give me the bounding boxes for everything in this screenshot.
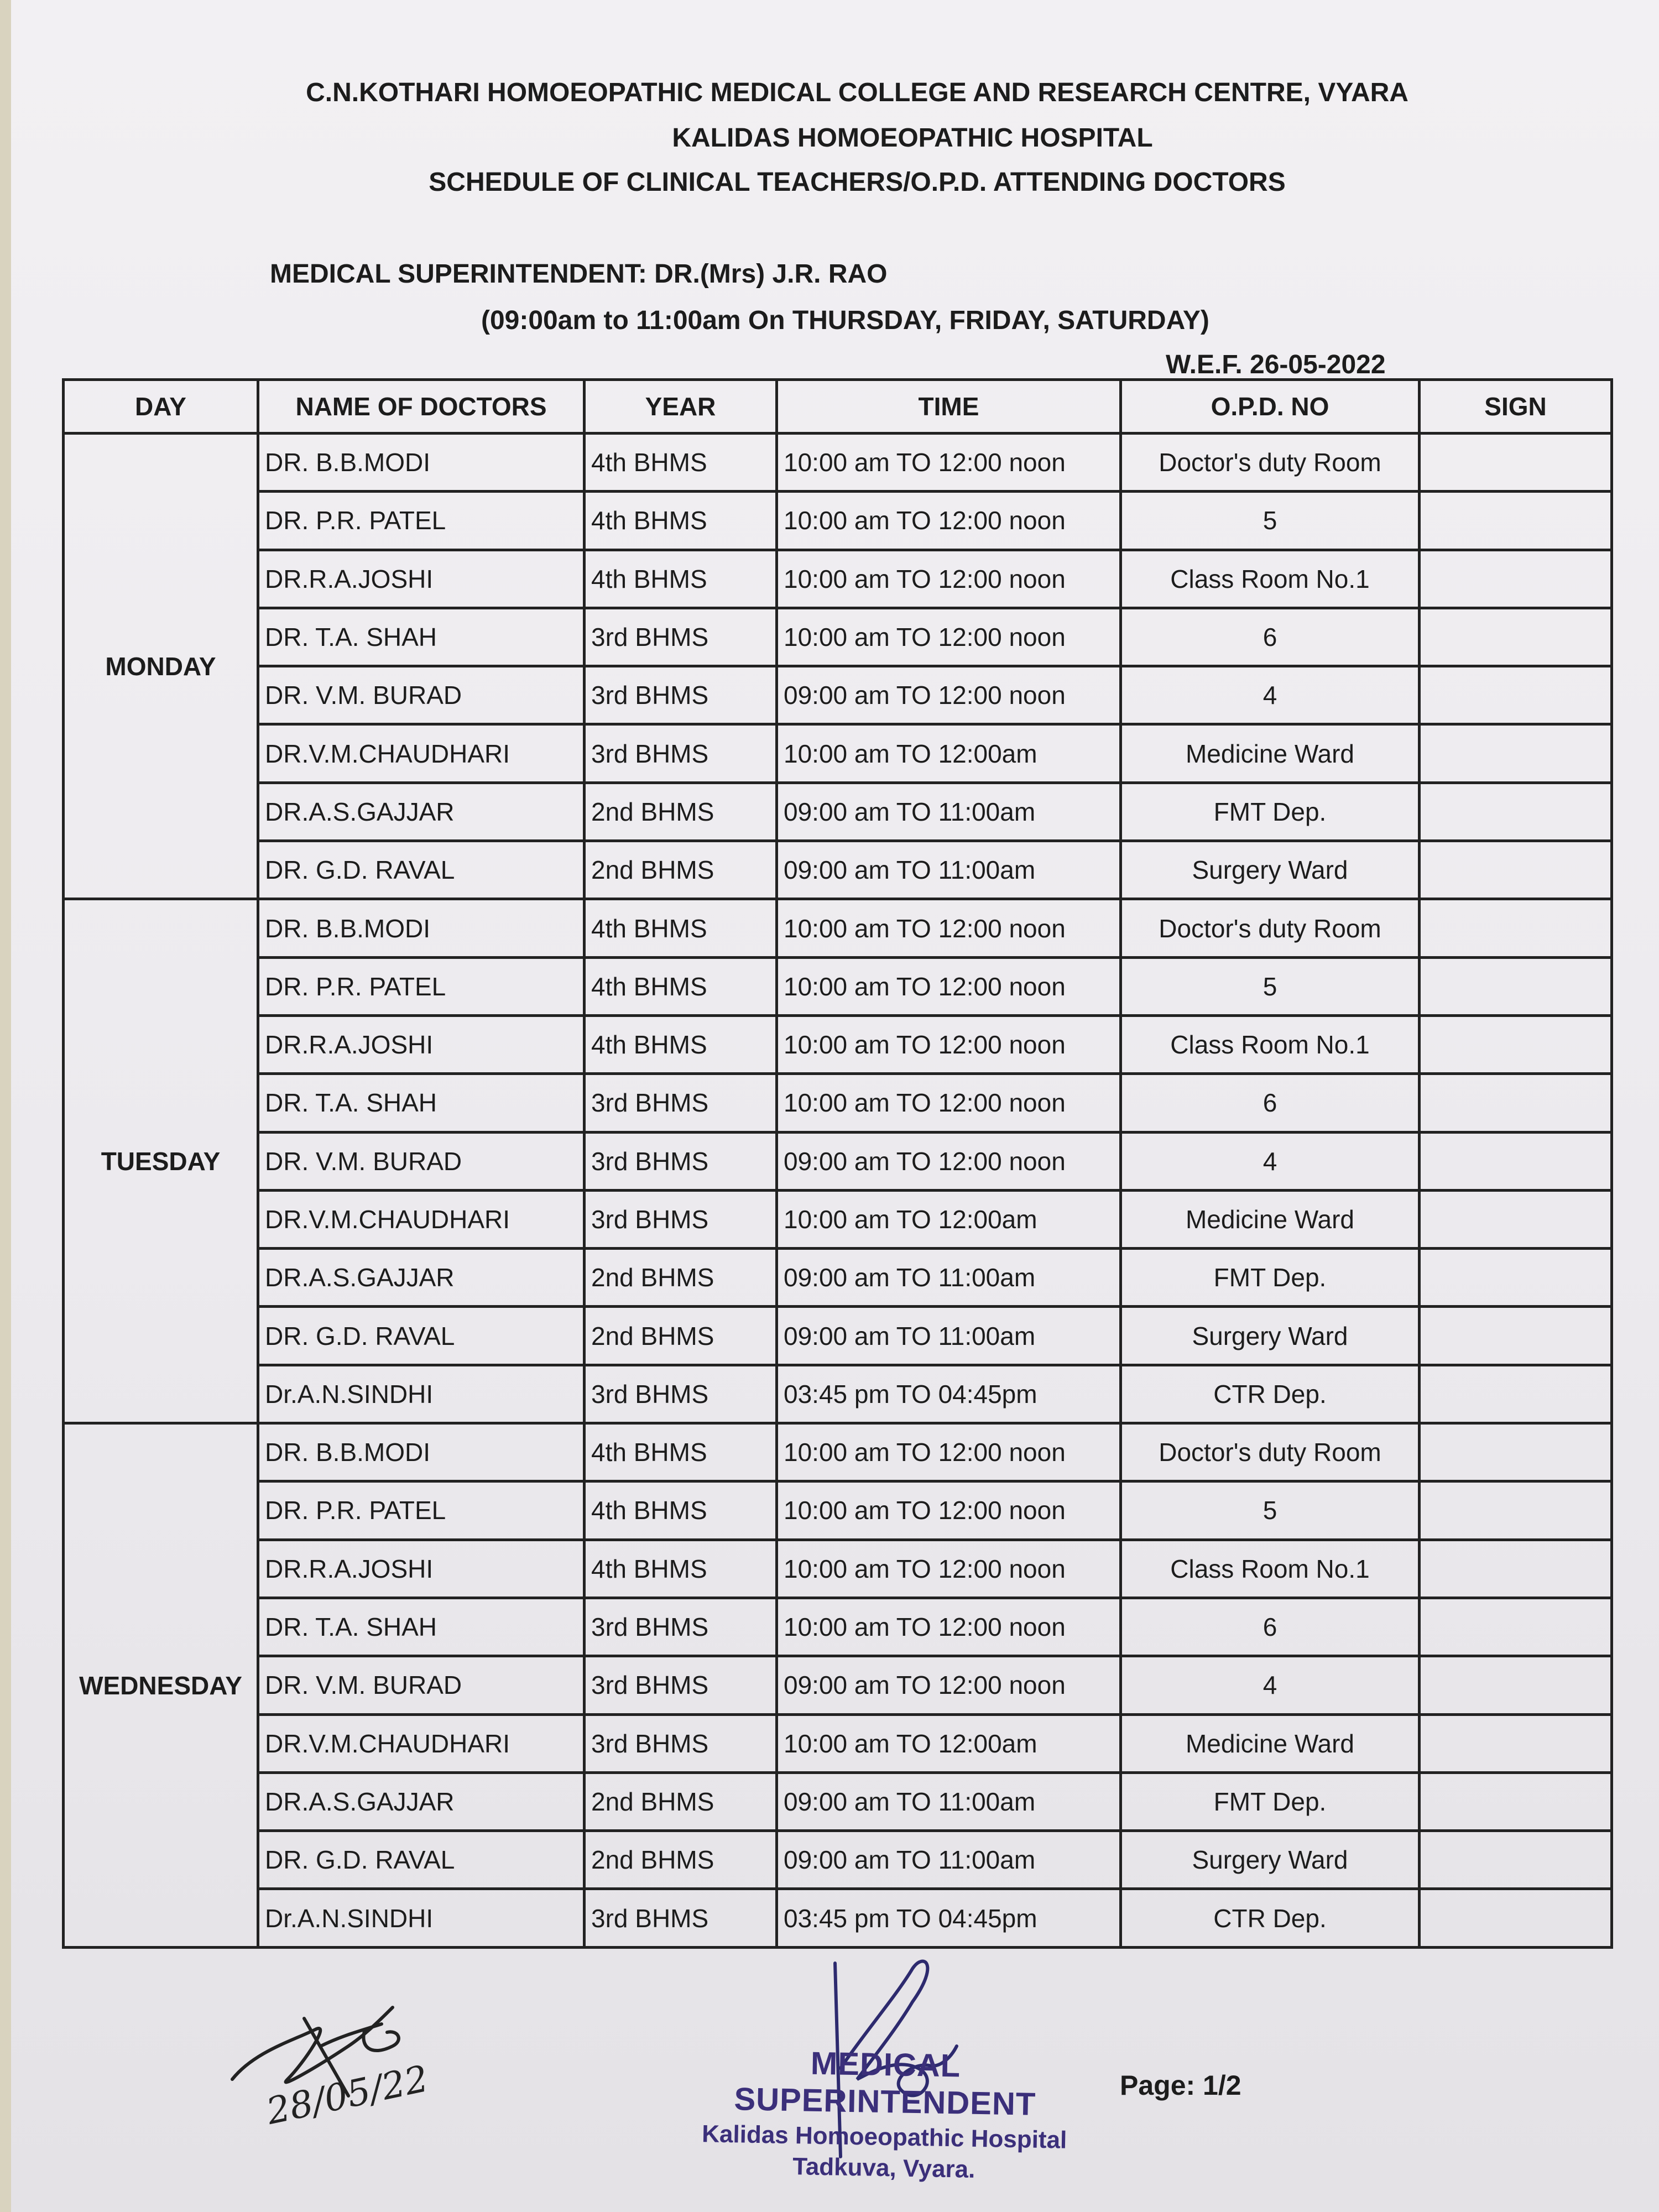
time-cell: 09:00 am TO 12:00 noon (777, 1656, 1121, 1714)
opd-cell: CTR Dep. (1121, 1365, 1420, 1423)
opd-cell: FMT Dep. (1121, 782, 1420, 841)
sign-cell (1420, 841, 1612, 899)
superintendent-stamp (690, 2043, 1079, 2185)
opd-cell: CTR Dep. (1121, 1889, 1420, 1948)
opd-cell: 4 (1121, 1132, 1420, 1190)
time-cell: 09:00 am TO 11:00am (777, 1307, 1121, 1365)
doctor-name-cell: DR. P.R. PATEL (258, 492, 585, 550)
column-header-time: TIME (777, 380, 1121, 434)
opd-cell: 4 (1121, 1656, 1420, 1714)
table-row (64, 1132, 1612, 1190)
stamp-hospital: Kalidas Homoeopathic Hospital (701, 2120, 1067, 2154)
time-cell: 09:00 am TO 11:00am (777, 841, 1121, 899)
column-header-day: DAY (64, 380, 258, 434)
doctor-name-cell: Dr.A.N.SINDHI (258, 1889, 585, 1948)
doctor-name-cell: DR. B.B.MODI (258, 899, 585, 957)
doctor-name-cell: DR. G.D. RAVAL (258, 841, 585, 899)
doctor-name-cell: DR. V.M. BURAD (258, 666, 585, 724)
year-cell: 4th BHMS (585, 899, 777, 957)
sign-cell (1420, 1074, 1612, 1132)
time-cell: 10:00 am TO 12:00 noon (777, 1074, 1121, 1132)
table-row (64, 899, 1612, 957)
time-cell: 10:00 am TO 12:00 noon (777, 550, 1121, 608)
day-cell: WEDNESDAY (64, 1423, 258, 1948)
time-cell: 10:00 am TO 12:00 noon (777, 957, 1121, 1015)
opd-cell: Medicine Ward (1121, 1714, 1420, 1772)
table-row (64, 841, 1612, 899)
table-row (64, 1249, 1612, 1307)
sign-cell (1420, 1831, 1612, 1889)
sign-cell (1420, 608, 1612, 666)
year-cell: 4th BHMS (585, 1423, 777, 1481)
stamp-title: MEDICAL SUPERINTENDENT (734, 2045, 1036, 2122)
year-cell: 4th BHMS (585, 1540, 777, 1598)
table-row (64, 1656, 1612, 1714)
table-row (64, 492, 1612, 550)
sign-cell (1420, 1190, 1612, 1248)
day-cell: TUESDAY (64, 899, 258, 1423)
time-cell: 10:00 am TO 12:00 noon (777, 899, 1121, 957)
opd-cell: 6 (1121, 608, 1420, 666)
doctor-name-cell: DR. P.R. PATEL (258, 1481, 585, 1540)
table-row (64, 1365, 1612, 1423)
sign-cell (1420, 1015, 1612, 1073)
table-row (64, 957, 1612, 1015)
page-number: Page: 1/2 (1120, 2070, 1241, 2101)
year-cell: 2nd BHMS (585, 1772, 777, 1830)
opd-cell: Class Room No.1 (1121, 1015, 1420, 1073)
time-cell: 10:00 am TO 12:00 noon (777, 1481, 1121, 1540)
table-row (64, 1074, 1612, 1132)
doctor-name-cell: DR.V.M.CHAUDHARI (258, 1190, 585, 1248)
doctor-name-cell: DR.R.A.JOSHI (258, 550, 585, 608)
sign-cell (1420, 550, 1612, 608)
opd-cell: Surgery Ward (1121, 1831, 1420, 1889)
time-cell: 10:00 am TO 12:00 noon (777, 1598, 1121, 1656)
time-cell: 09:00 am TO 11:00am (777, 1831, 1121, 1889)
opd-cell: 6 (1121, 1074, 1420, 1132)
time-cell: 09:00 am TO 12:00 noon (777, 1132, 1121, 1190)
doctor-name-cell: DR. V.M. BURAD (258, 1656, 585, 1714)
time-cell: 03:45 pm TO 04:45pm (777, 1365, 1121, 1423)
doctor-name-cell: DR.V.M.CHAUDHARI (258, 1714, 585, 1772)
doctor-name-cell: DR. T.A. SHAH (258, 608, 585, 666)
sign-cell (1420, 1889, 1612, 1948)
doctor-name-cell: DR. G.D. RAVAL (258, 1307, 585, 1365)
column-header-opd: O.P.D. NO (1121, 380, 1420, 434)
sign-cell (1420, 1598, 1612, 1656)
year-cell: 4th BHMS (585, 957, 777, 1015)
time-cell: 10:00 am TO 12:00 noon (777, 492, 1121, 550)
college-name: C.N.KOTHARI HOMOEOPATHIC MEDICAL COLLEGE AND RESEARCH CENTRE, VYARA (306, 78, 1408, 107)
table-row (64, 434, 1612, 492)
table-row (64, 1714, 1612, 1772)
sign-cell (1420, 1656, 1612, 1714)
doctor-name-cell: DR.R.A.JOSHI (258, 1540, 585, 1598)
table-row (64, 782, 1612, 841)
opd-cell: 4 (1121, 666, 1420, 724)
sign-cell (1420, 1540, 1612, 1598)
time-cell: 10:00 am TO 12:00 noon (777, 1423, 1121, 1481)
doctor-name-cell: DR. V.M. BURAD (258, 1132, 585, 1190)
time-cell: 09:00 am TO 11:00am (777, 1772, 1121, 1830)
doctor-name-cell: Dr.A.N.SINDHI (258, 1365, 585, 1423)
column-header-year: YEAR (585, 380, 777, 434)
doctor-name-cell: DR.V.M.CHAUDHARI (258, 724, 585, 782)
document-title: SCHEDULE OF CLINICAL TEACHERS/O.P.D. ATTENDING DOCTORS (429, 168, 1286, 197)
table-row (64, 666, 1612, 724)
day-cell: MONDAY (64, 434, 258, 899)
year-cell: 4th BHMS (585, 434, 777, 492)
opd-cell: FMT Dep. (1121, 1772, 1420, 1830)
opd-cell: Class Room No.1 (1121, 550, 1420, 608)
doctor-name-cell: DR.A.S.GAJJAR (258, 782, 585, 841)
sign-cell (1420, 1714, 1612, 1772)
year-cell: 4th BHMS (585, 1015, 777, 1073)
table-row (64, 1015, 1612, 1073)
opd-cell: Surgery Ward (1121, 841, 1420, 899)
sign-cell (1420, 1423, 1612, 1481)
handwritten-date: 28/05/22 (263, 2057, 432, 2133)
sign-cell (1420, 1365, 1612, 1423)
schedule-table (62, 378, 1613, 1949)
time-cell: 03:45 pm TO 04:45pm (777, 1889, 1121, 1948)
sign-cell (1420, 1481, 1612, 1540)
medical-superintendent-line: MEDICAL SUPERINTENDENT: DR.(Mrs) J.R. RAO (270, 259, 888, 289)
time-cell: 09:00 am TO 11:00am (777, 782, 1121, 841)
opd-cell: Medicine Ward (1121, 1190, 1420, 1248)
doctor-name-cell: DR. B.B.MODI (258, 1423, 585, 1481)
year-cell: 3rd BHMS (585, 666, 777, 724)
year-cell: 3rd BHMS (585, 1598, 777, 1656)
sign-cell (1420, 1307, 1612, 1365)
doctor-name-cell: DR. B.B.MODI (258, 434, 585, 492)
opd-cell: Doctor's duty Room (1121, 434, 1420, 492)
table-row (64, 550, 1612, 608)
table-row (64, 1423, 1612, 1481)
doctor-name-cell: DR. P.R. PATEL (258, 957, 585, 1015)
opd-cell: 6 (1121, 1598, 1420, 1656)
year-cell: 2nd BHMS (585, 1307, 777, 1365)
time-cell: 09:00 am TO 11:00am (777, 1249, 1121, 1307)
document-page (11, 0, 1659, 2212)
opd-cell: Doctor's duty Room (1121, 1423, 1420, 1481)
doctor-name-cell: DR.R.A.JOSHI (258, 1015, 585, 1073)
time-cell: 10:00 am TO 12:00 noon (777, 1015, 1121, 1073)
table-row (64, 1481, 1612, 1540)
sign-cell (1420, 492, 1612, 550)
time-cell: 10:00 am TO 12:00 noon (777, 434, 1121, 492)
year-cell: 4th BHMS (585, 1481, 777, 1540)
year-cell: 3rd BHMS (585, 1132, 777, 1190)
opd-cell: Medicine Ward (1121, 724, 1420, 782)
sign-cell (1420, 1132, 1612, 1190)
effective-date: W.E.F. 26-05-2022 (1166, 350, 1386, 379)
doctor-name-cell: DR. T.A. SHAH (258, 1074, 585, 1132)
year-cell: 3rd BHMS (585, 608, 777, 666)
year-cell: 3rd BHMS (585, 724, 777, 782)
opd-cell: 5 (1121, 1481, 1420, 1540)
year-cell: 3rd BHMS (585, 1190, 777, 1248)
time-cell: 09:00 am TO 12:00 noon (777, 666, 1121, 724)
table-row (64, 724, 1612, 782)
sign-cell (1420, 899, 1612, 957)
stamp-location: Tadkuva, Vyara. (792, 2153, 975, 2183)
year-cell: 3rd BHMS (585, 1365, 777, 1423)
table-header-row (64, 380, 1612, 434)
table-row (64, 1598, 1612, 1656)
column-header-sign: SIGN (1420, 380, 1612, 434)
sign-cell (1420, 1249, 1612, 1307)
time-cell: 10:00 am TO 12:00 noon (777, 608, 1121, 666)
year-cell: 4th BHMS (585, 550, 777, 608)
opd-cell: Class Room No.1 (1121, 1540, 1420, 1598)
year-cell: 2nd BHMS (585, 841, 777, 899)
table-row (64, 1190, 1612, 1248)
time-cell: 10:00 am TO 12:00am (777, 1190, 1121, 1248)
doctor-name-cell: DR.A.S.GAJJAR (258, 1772, 585, 1830)
time-cell: 10:00 am TO 12:00 noon (777, 1540, 1121, 1598)
schedule-body (64, 434, 1612, 1948)
sign-cell (1420, 957, 1612, 1015)
table-row (64, 608, 1612, 666)
doctor-name-cell: DR. G.D. RAVAL (258, 1831, 585, 1889)
year-cell: 3rd BHMS (585, 1714, 777, 1772)
year-cell: 2nd BHMS (585, 1831, 777, 1889)
opd-cell: 5 (1121, 957, 1420, 1015)
opd-cell: FMT Dep. (1121, 1249, 1420, 1307)
sign-cell (1420, 724, 1612, 782)
year-cell: 2nd BHMS (585, 782, 777, 841)
sign-cell (1420, 782, 1612, 841)
year-cell: 3rd BHMS (585, 1656, 777, 1714)
sign-cell (1420, 1772, 1612, 1830)
table-row (64, 1772, 1612, 1830)
table-row (64, 1831, 1612, 1889)
opd-cell: Doctor's duty Room (1121, 899, 1420, 957)
doctor-name-cell: DR. T.A. SHAH (258, 1598, 585, 1656)
opd-hours-line: (09:00am to 11:00am On THURSDAY, FRIDAY, SATURDAY) (481, 306, 1209, 335)
opd-cell: Surgery Ward (1121, 1307, 1420, 1365)
doctor-name-cell: DR.A.S.GAJJAR (258, 1249, 585, 1307)
column-header-name: NAME OF DOCTORS (258, 380, 585, 434)
year-cell: 3rd BHMS (585, 1074, 777, 1132)
sign-cell (1420, 666, 1612, 724)
year-cell: 2nd BHMS (585, 1249, 777, 1307)
year-cell: 4th BHMS (585, 492, 777, 550)
table-row (64, 1540, 1612, 1598)
time-cell: 10:00 am TO 12:00am (777, 1714, 1121, 1772)
table-row (64, 1889, 1612, 1948)
opd-cell: 5 (1121, 492, 1420, 550)
sign-cell (1420, 434, 1612, 492)
year-cell: 3rd BHMS (585, 1889, 777, 1948)
table-row (64, 1307, 1612, 1365)
hospital-name: KALIDAS HOMOEOPATHIC HOSPITAL (672, 123, 1153, 153)
time-cell: 10:00 am TO 12:00am (777, 724, 1121, 782)
